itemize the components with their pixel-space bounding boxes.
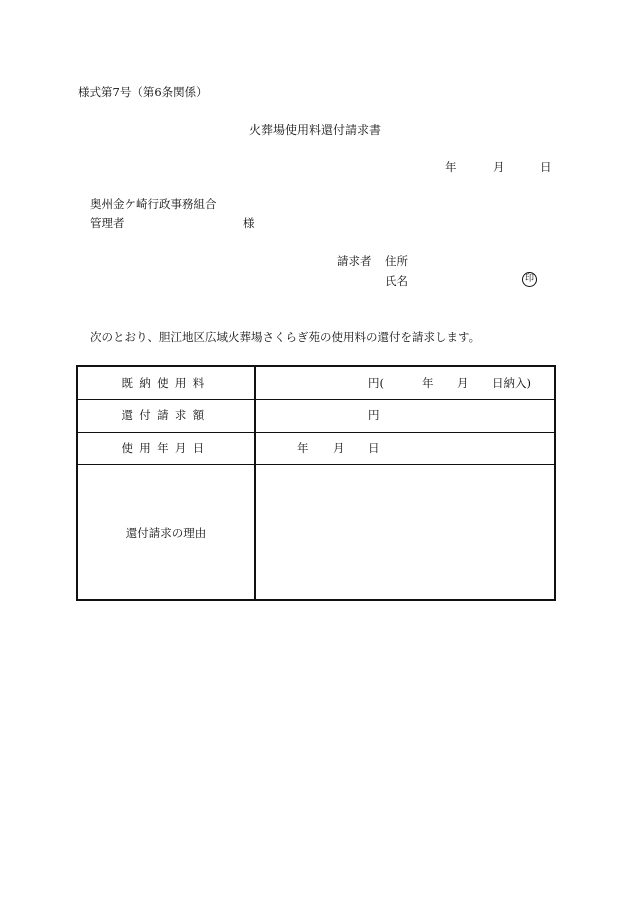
use-date-month: 月 [333,441,345,455]
seal-mark: 印 [522,272,537,287]
refund-amount-label: 還付請求額 [121,408,211,422]
use-date-day: 日 [368,441,380,455]
request-statement: 次のとおり、胆江地区広域火葬場さくらぎ苑の使用料の還付を請求します。 [90,330,481,344]
paid-fee-year: 年 [422,376,434,390]
table-row-divider [78,432,554,433]
table-column-divider [254,367,256,599]
paid-fee-day-paid: 日納入) [492,376,531,390]
use-date-year: 年 [297,441,309,455]
requester-label: 請求者 [337,254,372,268]
requester-name-label: 氏名 [385,274,408,288]
paid-fee-month: 月 [457,376,469,390]
refund-amount-yen: 円 [368,408,380,422]
paid-fee-yen: 円( [368,376,384,390]
addressee-honorific: 様 [243,216,255,230]
table-row-divider [78,464,554,465]
date-year-label: 年 [445,160,457,174]
table-row-divider [78,399,554,400]
refund-reason-label: 還付請求の理由 [125,526,207,540]
paid-fee-label: 既納使用料 [121,376,211,390]
addressee-organization: 奥州金ケ崎行政事務組合 [90,197,217,211]
requester-address-label: 住所 [385,254,408,268]
form-number: 様式第7号（第6条関係） [78,85,208,99]
document-title: 火葬場使用料還付請求書 [248,123,381,137]
date-day-label: 日 [540,160,552,174]
date-month-label: 月 [493,160,505,174]
addressee-role: 管理者 [90,216,125,230]
use-date-label: 使用年月日 [121,441,211,455]
refund-request-table [76,365,556,601]
